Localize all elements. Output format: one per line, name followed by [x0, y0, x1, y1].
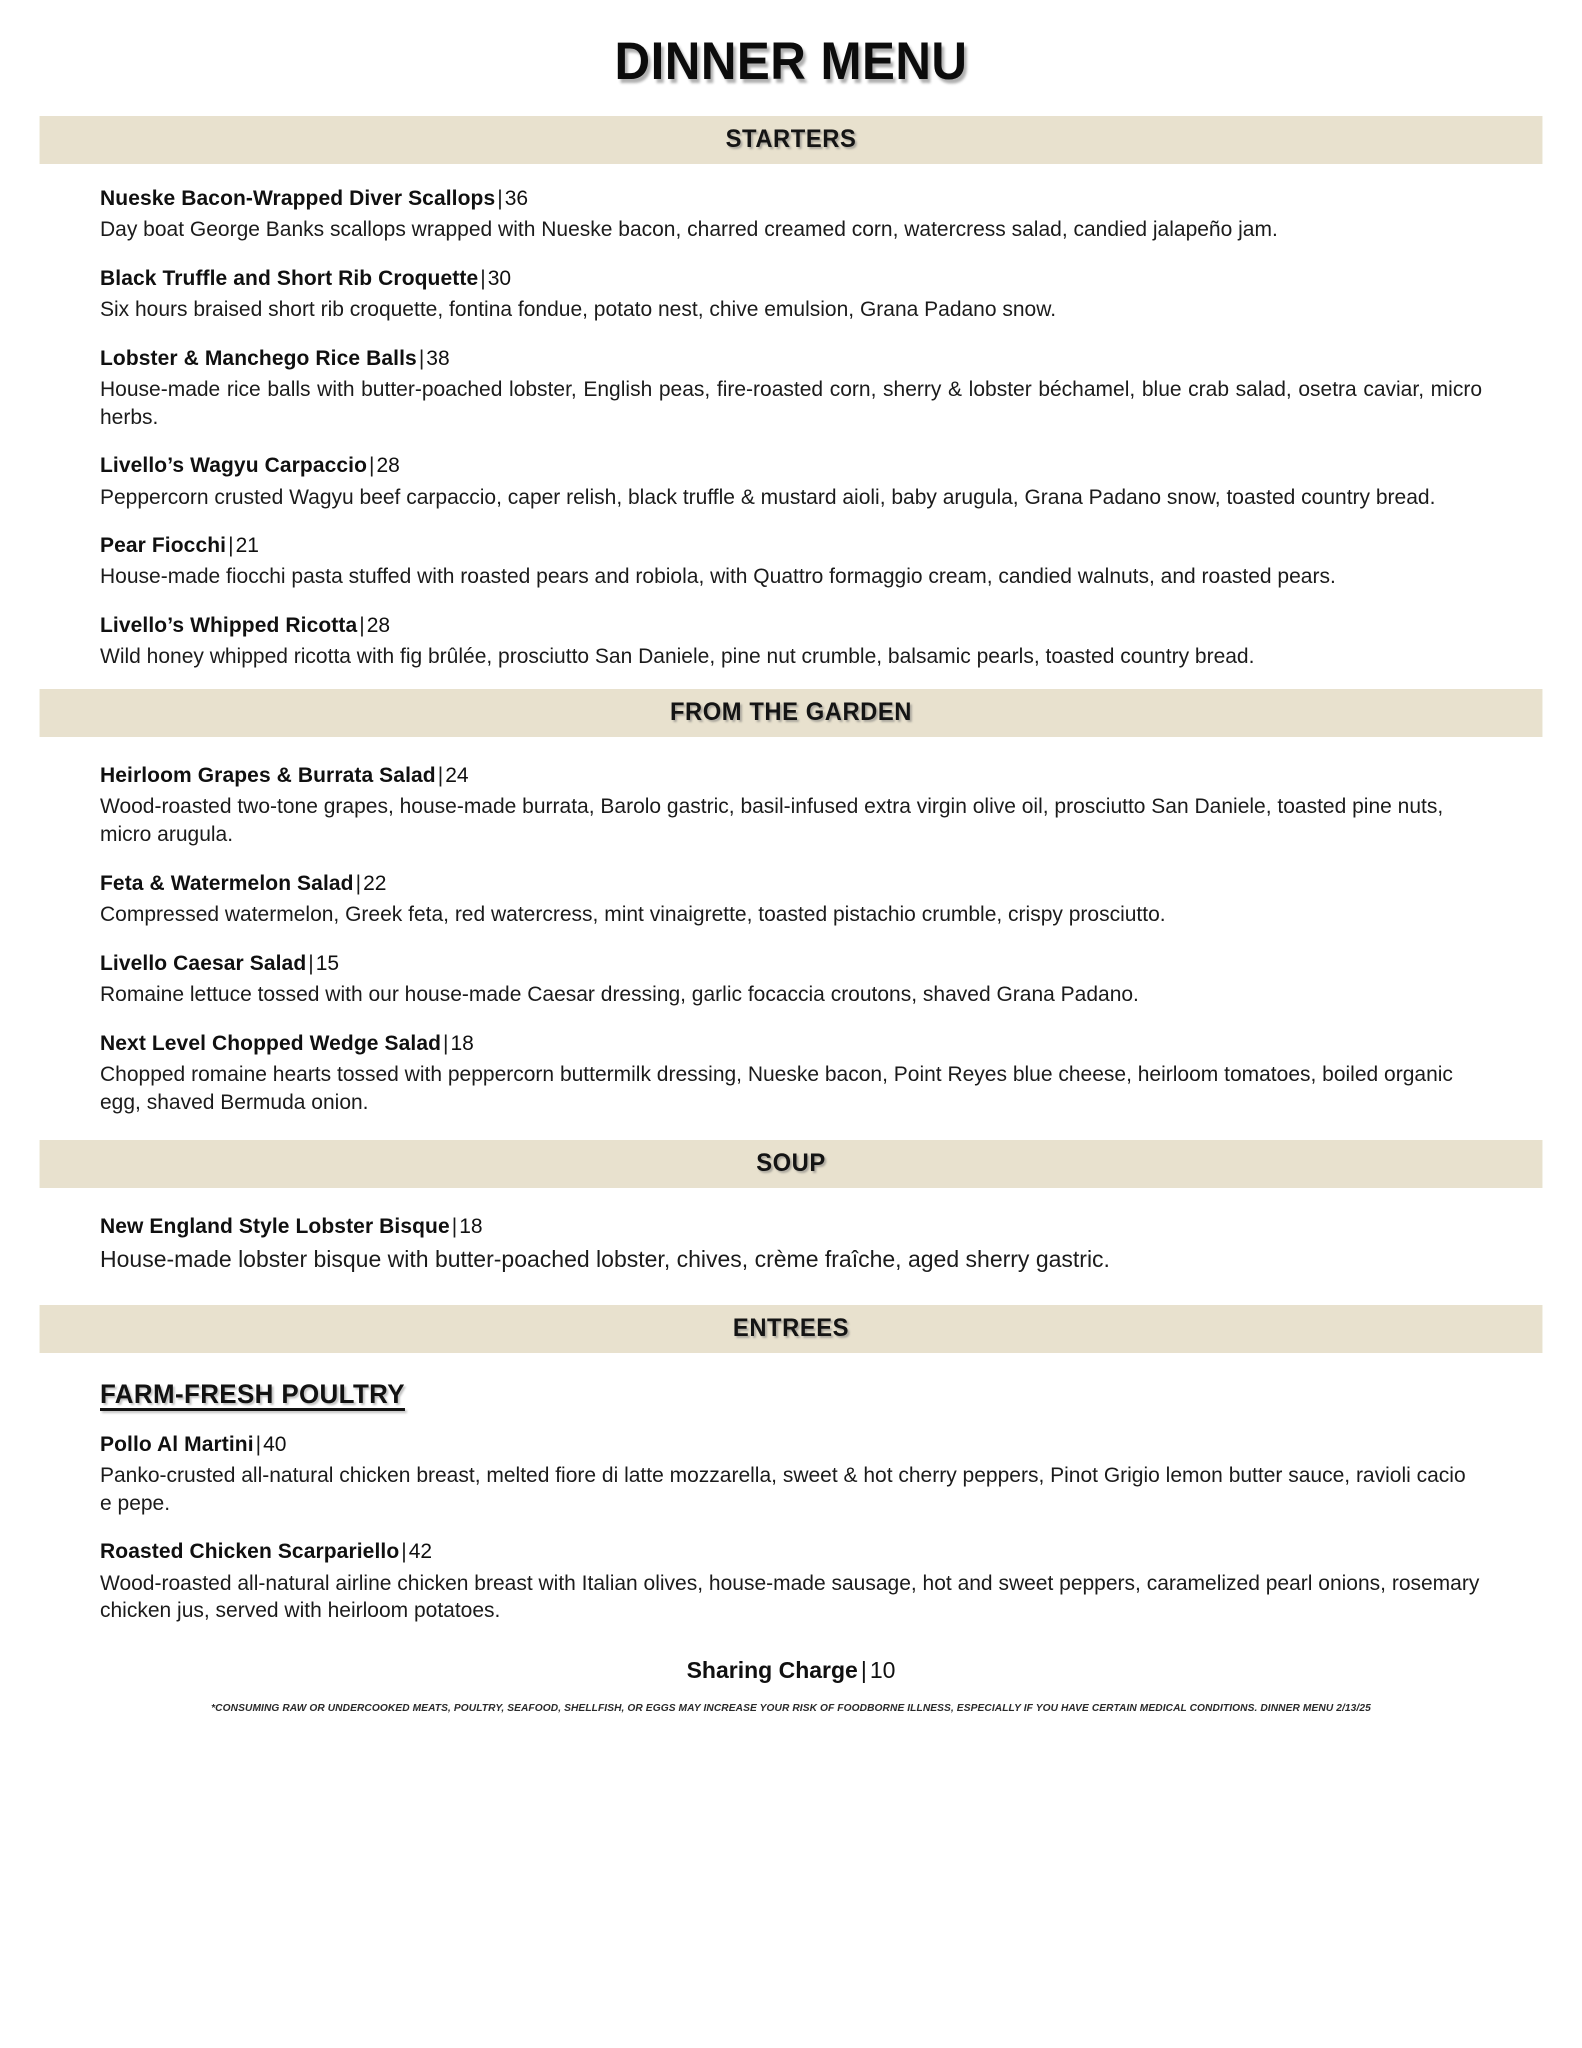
menu-item-price: 21 [235, 534, 259, 558]
section-body-from-the-garden [0, 737, 1582, 1140]
menu-item-heading [100, 1214, 1482, 1240]
menu-item-name: Feta & Watermelon Salad [100, 871, 354, 895]
price-separator: | [355, 871, 362, 895]
footer-disclaimer: *CONSUMING RAW OR UNDERCOOKED MEATS, POULTRY, SEAFOOD, SHELLFISH, OR EGGS MAY INCREASE YOUR RISK OF FOODBORNE ILLNESS, ESPECIALLY IF YOU HAVE CERTAIN MEDICAL CONDITIONS. DINNER MENU 2/13/25 [211, 1702, 1371, 1714]
menu-item-description: Peppercorn crusted Wagyu beef carpaccio, caper relish, black truffle & mustard aioli, baby arugula, Grana Padano snow, toasted country bread. [100, 485, 1436, 509]
menu-item [100, 1031, 1482, 1117]
menu-item-heading [100, 1539, 1482, 1565]
price-separator: | [437, 764, 444, 788]
menu-item-heading [100, 951, 1482, 977]
section-body-soup [0, 1188, 1582, 1304]
menu-item-price: 28 [376, 454, 400, 478]
section-header-starters: STARTERS [40, 116, 1543, 164]
menu-item-name: Livello Caesar Salad [100, 951, 307, 975]
menu-item-description: House-made lobster bisque with butter-poached lobster, chives, crème fraîche, aged sherry gastric. [100, 1245, 1110, 1272]
menu-item-heading [100, 266, 1482, 292]
price-separator: | [497, 186, 503, 210]
menu-item-heading [100, 1031, 1482, 1057]
price-separator: | [369, 454, 375, 478]
menu-item-heading [100, 453, 1482, 479]
menu-item-name: Roasted Chicken Scarpariello [100, 1540, 400, 1564]
menu-item-price: 28 [366, 614, 391, 638]
price-separator: | [228, 534, 234, 558]
menu-item-description: Wood-roasted all-natural airline chicken breast with Italian olives, house-made sausage, hot and sweet peppers, caramelized pearl onions, rosemary chicken jus, served with heirloom potatoes. [100, 1571, 1480, 1623]
menu-item-price: 38 [426, 346, 450, 370]
price-separator: | [443, 1031, 449, 1055]
menu-item [100, 533, 1482, 591]
menu-item-name: Heirloom Grapes & Burrata Salad [100, 764, 436, 788]
menu-item-price: 18 [450, 1031, 474, 1055]
menu-item-description: House-made fiocchi pasta stuffed with roasted pears and robiola, with Quattro formaggio cream, candied walnuts, and roasted pears. [100, 565, 1336, 589]
price-separator: | [308, 951, 314, 975]
subsection-heading-farm-fresh-poultry: FARM-FRESH POULTRY [100, 1378, 405, 1409]
menu-item [100, 1539, 1482, 1625]
menu-item-name: Nueske Bacon-Wrapped Diver Scallops [100, 186, 496, 210]
price-separator: | [480, 266, 486, 290]
sharing-charge [0, 1657, 1582, 1684]
menu-item-description: Compressed watermelon, Greek feta, red watercress, mint vinaigrette, toasted pistachio crumble, crispy prosciutto. [100, 903, 1166, 927]
menu-item-description: Romaine lettuce tossed with our house-made Caesar dressing, garlic focaccia croutons, shaved Grana Padano. [100, 983, 1139, 1007]
menu-item [100, 186, 1482, 244]
price-separator: | [359, 614, 365, 638]
menu-item-heading [100, 186, 1482, 212]
menu-item-price: 30 [487, 266, 512, 290]
menu-item [100, 871, 1482, 929]
menu-item [100, 346, 1482, 432]
menu-item-description: Day boat George Banks scallops wrapped with Nueske bacon, charred creamed corn, watercress salad, candied jalapeño jam. [100, 217, 1278, 241]
menu-item-name: Black Truffle and Short Rib Croquette [100, 266, 479, 290]
sharing-charge-separator: | [860, 1657, 867, 1683]
menu-item-description: Chopped romaine hearts tossed with peppercorn buttermilk dressing, Nueske bacon, Point Reyes blue cheese, heirloom tomatoes, boiled organic egg, shaved Bermuda onion. [100, 1063, 1453, 1114]
price-separator: | [418, 346, 425, 370]
menu-item-heading [100, 1432, 1482, 1458]
menu-item-price: 15 [315, 951, 340, 975]
menu-item [100, 951, 1482, 1009]
menu-item-price: 36 [504, 186, 529, 210]
menu-item-name: Pear Fiocchi [100, 534, 227, 558]
section-header-from-the-garden: FROM THE GARDEN [40, 689, 1543, 737]
menu-item [100, 453, 1482, 511]
page-title: DINNER MENU [614, 32, 968, 91]
sharing-charge-label: Sharing Charge [686, 1657, 858, 1683]
price-separator: | [255, 1432, 262, 1456]
section-body-entrees [0, 1353, 1582, 1639]
menu-item [100, 763, 1482, 849]
section-header-soup: SOUP [40, 1140, 1543, 1188]
menu-item-price: 40 [263, 1432, 287, 1456]
menu-item-heading [100, 613, 1482, 639]
menu-item [100, 613, 1482, 671]
menu-item-price: 18 [459, 1215, 483, 1239]
menu-item-name: New England Style Lobster Bisque [100, 1215, 450, 1239]
menu-item [100, 266, 1482, 324]
menu-item-price: 22 [363, 871, 387, 895]
menu-item-name: Lobster & Manchego Rice Balls [100, 346, 417, 370]
menu-item-heading [100, 763, 1482, 789]
menu-item-name: Next Level Chopped Wedge Salad [100, 1031, 442, 1055]
menu-item-description: Wood-roasted two-tone grapes, house-made burrata, Barolo gastric, basil-infused extra virgin olive oil, prosciutto San Daniele, toasted pine nuts, micro arugula. [100, 795, 1444, 847]
menu-item-heading [100, 346, 1482, 372]
menu-item-heading [100, 871, 1482, 897]
menu-item [100, 1214, 1482, 1274]
menu-item-description: Wild honey whipped ricotta with fig brûlée, prosciutto San Daniele, pine nut crumble, balsamic pearls, toasted country bread. [100, 645, 1255, 669]
menu-item-price: 24 [445, 764, 469, 788]
menu-item-name: Livello’s Whipped Ricotta [100, 614, 358, 638]
menu-item-name: Pollo Al Martini [100, 1432, 254, 1456]
menu-item-description: House-made rice balls with butter-poached lobster, English peas, fire-roasted corn, sherry & lobster béchamel, blue crab salad, osetra caviar, micro herbs. [100, 377, 1482, 429]
price-separator: | [451, 1215, 458, 1239]
menu-item-description: Six hours braised short rib croquette, fontina fondue, potato nest, chive emulsion, Grana Padano snow. [100, 297, 1057, 321]
menu-item-price: 42 [408, 1540, 433, 1564]
price-separator: | [401, 1540, 407, 1564]
menu-item [100, 1432, 1482, 1518]
sharing-charge-price: 10 [869, 1657, 896, 1683]
section-header-entrees: ENTREES [40, 1305, 1543, 1353]
menu-item-heading [100, 533, 1482, 559]
menu-item-description: Panko-crusted all-natural chicken breast, melted fiore di latte mozzarella, sweet & hot cherry peppers, Pinot Grigio lemon butter sauce, ravioli cacio e pepe. [100, 1463, 1466, 1515]
menu-item-name: Livello’s Wagyu Carpaccio [100, 454, 368, 478]
section-body-starters [0, 164, 1582, 690]
